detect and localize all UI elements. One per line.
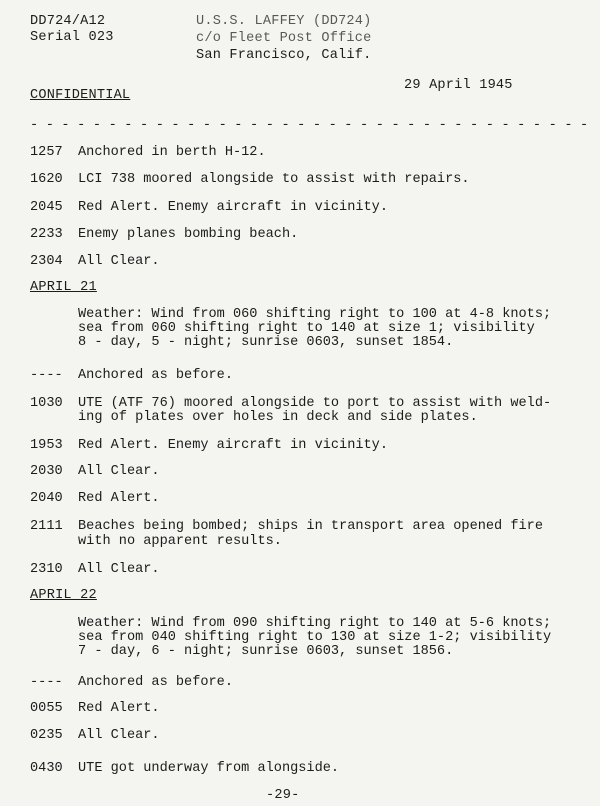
entry-time: ----: [30, 368, 63, 383]
day-heading: APRIL 22: [30, 588, 97, 603]
entry-text: All Clear.: [78, 464, 160, 479]
classification-label: CONFIDENTIAL: [30, 88, 131, 103]
reference-code: DD724/A12: [30, 14, 106, 29]
entry-time: 2045: [30, 200, 63, 215]
entry-text: Red Alert.: [78, 701, 160, 716]
entry-text: LCI 738 moored alongside to assist with repairs.: [78, 172, 470, 187]
entry-text: Red Alert. Enemy aircraft in vicinity.: [78, 200, 388, 215]
entry-text: Anchored in berth H-12.: [78, 145, 266, 160]
entry-time: 0055: [30, 701, 63, 716]
entry-text: Beaches being bombed; ships in transport area opened fire: [78, 519, 543, 534]
day-heading: APRIL 21: [30, 280, 97, 295]
entry-text: All Clear.: [78, 562, 160, 577]
entry-time: 1030: [30, 396, 63, 411]
entry-text: Red Alert. Enemy aircraft in vicinity.: [78, 438, 388, 453]
entry-time: ----: [30, 675, 63, 690]
entry-text: All Clear.: [78, 254, 160, 269]
serial-number: Serial 023: [30, 30, 114, 45]
divider-line: - - - - - - - - - - - - - - - - - - - - - - - - - - - - - - - - - - - -: [30, 118, 588, 133]
entry-text: Enemy planes bombing beach.: [78, 227, 299, 242]
entry-text: UTE (ATF 76) moored alongside to port to assist with weld-: [78, 396, 552, 411]
entry-time: 1620: [30, 172, 63, 187]
entry-time: 1257: [30, 145, 63, 160]
entry-time: 0430: [30, 761, 63, 776]
weather-line: 8 - day, 5 - night; sunrise 0603, sunset 1854.: [78, 335, 454, 350]
weather-line: sea from 060 shifting right to 140 at size 1; visibility: [78, 321, 535, 336]
post-office-line: c/o Fleet Post Office: [196, 31, 372, 46]
entry-text: All Clear.: [78, 728, 160, 743]
city-line: San Francisco, Calif.: [196, 48, 372, 63]
entry-time: 2310: [30, 562, 63, 577]
entry-time: 2030: [30, 464, 63, 479]
entry-text: Anchored as before.: [78, 675, 233, 690]
weather-line: Weather: Wind from 060 shifting right to 100 at 4-8 knots;: [78, 307, 552, 322]
entry-time: 2040: [30, 491, 63, 506]
entry-time: 2111: [30, 519, 63, 534]
entry-time: 2304: [30, 254, 63, 269]
weather-line: Weather: Wind from 090 shifting right to 140 at 5-6 knots;: [78, 616, 552, 631]
entry-text-continued: ing of plates over holes in deck and side plates.: [78, 410, 478, 425]
weather-line: sea from 040 shifting right to 130 at size 1-2; visibility: [78, 630, 552, 645]
page-number: -29-: [266, 788, 300, 803]
entry-text-continued: with no apparent results.: [78, 534, 282, 549]
entry-text: Red Alert.: [78, 491, 160, 506]
entry-time: 0235: [30, 728, 63, 743]
entry-time: 1953: [30, 438, 63, 453]
entry-time: 2233: [30, 227, 63, 242]
report-date: 29 April 1945: [404, 78, 513, 93]
entry-text: Anchored as before.: [78, 368, 233, 383]
ship-name: U.S.S. LAFFEY (DD724): [196, 14, 372, 29]
entry-text: UTE got underway from alongside.: [78, 761, 340, 776]
weather-line: 7 - day, 6 - night; sunrise 0603, sunset 1856.: [78, 644, 454, 659]
